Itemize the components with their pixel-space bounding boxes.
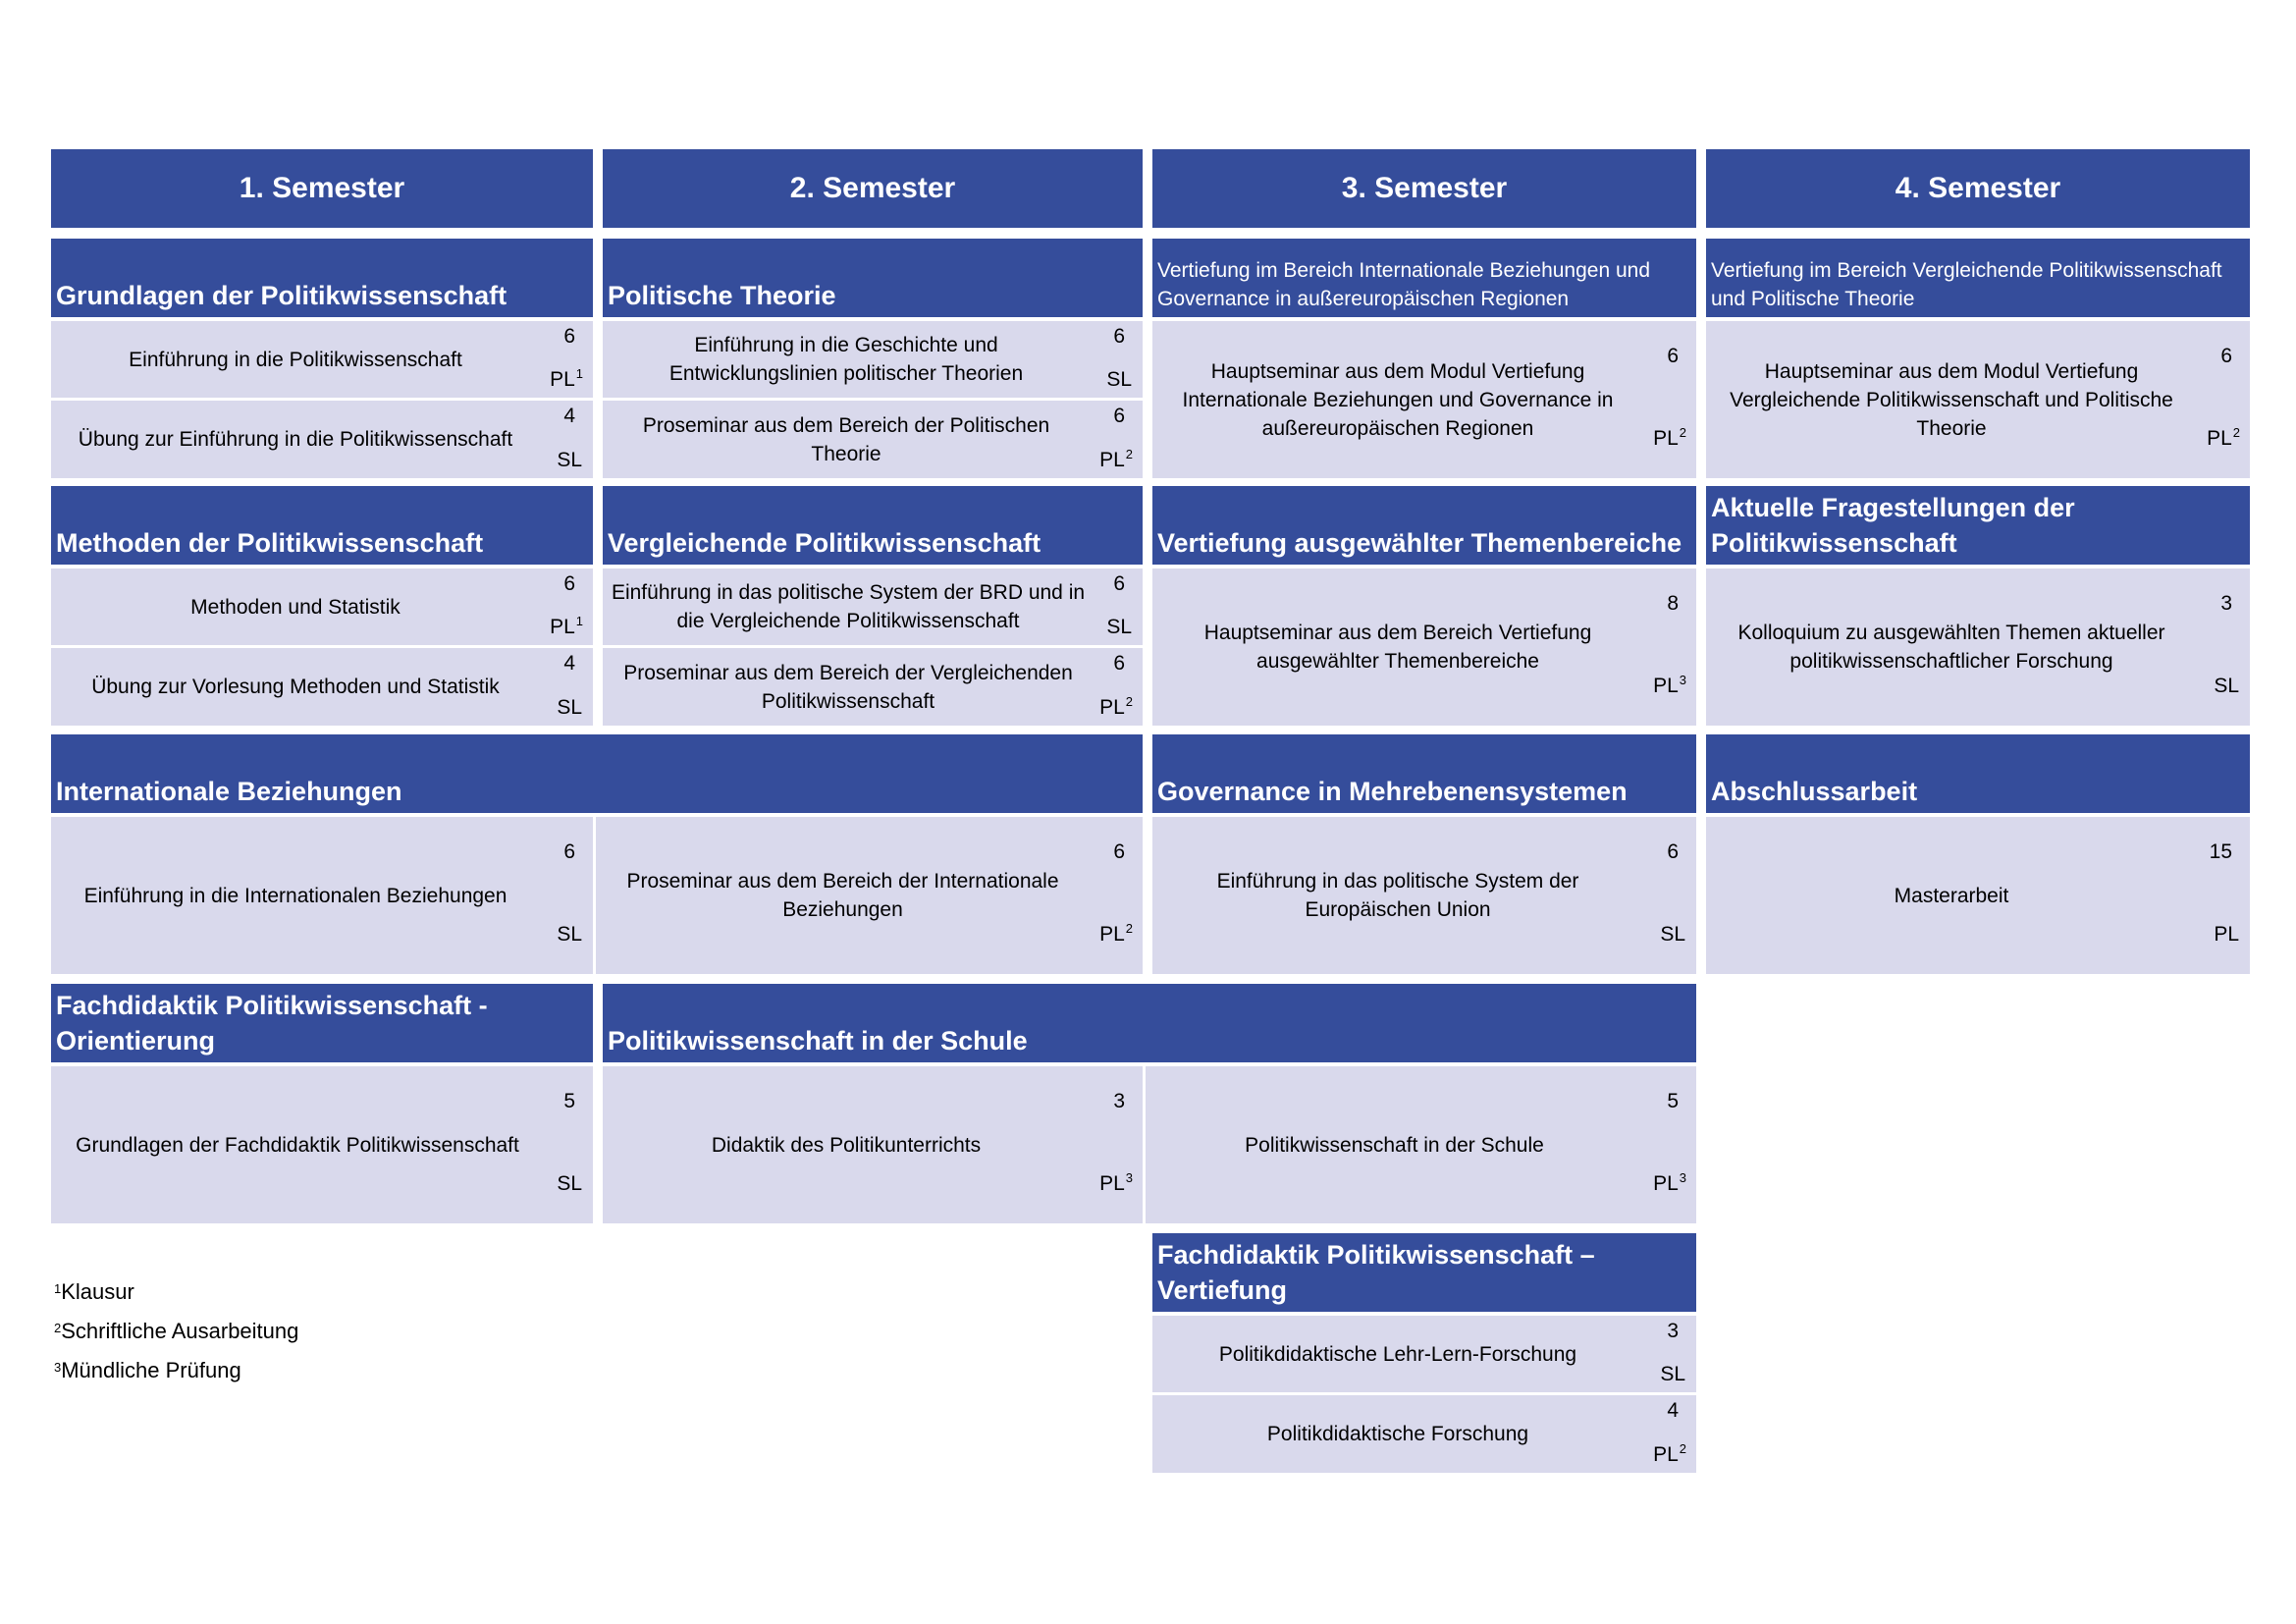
course-cell (1146, 1066, 1696, 1223)
course-cell (51, 817, 593, 974)
credit-points: 6 (1113, 572, 1125, 595)
module-title: Methoden der Politikwissenschaft (56, 528, 484, 558)
exam-form: SL (2214, 675, 2239, 697)
module-themenbereiche (1152, 486, 1696, 565)
credit-points: 4 (563, 652, 575, 675)
module-title: Abschlussarbeit (1711, 777, 1918, 806)
credit-points: 4 (563, 405, 575, 427)
module-title: Politikwissenschaft in der Schule (608, 1026, 1028, 1056)
course-title: Methoden und Statistik (190, 595, 400, 619)
course-cell (1152, 817, 1696, 974)
credit-points: 3 (1113, 1090, 1125, 1112)
module-title: Politische Theorie (608, 281, 836, 310)
semester-label: 2. Semester (789, 172, 956, 204)
module-title: Aktuelle Fragestellungen der Politikwissenschaft (1711, 493, 2075, 558)
module-methoden (51, 486, 593, 565)
credit-points: 3 (2220, 592, 2232, 615)
course-title: Einführung in die Geschichte und Entwicklungslinien politischer Theorien (668, 334, 1024, 385)
course-cell (51, 648, 593, 726)
course-title: Einführung in die Internationalen Beziehungen (83, 884, 507, 907)
course-title: Politikwissenschaft in der Schule (1245, 1133, 1544, 1157)
module-title: Vertiefung im Bereich Internationale Beziehungen und Governance in außereuropäischen Regionen (1157, 259, 1651, 310)
course-title: Kolloquium zu ausgewählten Themen aktueller politikwissenschaftlicher Forschung (1737, 622, 2165, 673)
footnote: $^1$Klausur (54, 1279, 134, 1304)
module-abschluss (1706, 734, 2250, 813)
module-title: Grundlagen der Politikwissenschaft (56, 281, 507, 310)
credit-points: 6 (1113, 405, 1125, 427)
module-ib (51, 734, 1143, 813)
course-cell (51, 1066, 593, 1223)
course-cell (51, 321, 593, 398)
exam-form: SL (1106, 616, 1132, 638)
semester-3-header (1152, 149, 1696, 228)
exam-form: SL (557, 1172, 582, 1195)
semester-label: 1. Semester (239, 172, 405, 204)
semester-4-header (1706, 149, 2250, 228)
course-title: Masterarbeit (1894, 884, 2009, 907)
credit-points: 5 (1667, 1090, 1679, 1112)
module-ib-ausser (1152, 239, 1696, 317)
course-cell (1152, 321, 1696, 478)
course-title: Einführung in das politische System der BRD und in die Vergleichende Politikwissenschaft (611, 581, 1086, 632)
course-title: Proseminar aus dem Bereich der Vergleichenden Politikwissenschaft (623, 661, 1073, 713)
credit-points: 6 (1667, 840, 1679, 863)
exam-form: $PL^2$ (1653, 1441, 1686, 1466)
course-cell (603, 568, 1143, 645)
exam-form: SL (1106, 368, 1132, 391)
exam-form: SL (1660, 923, 1685, 946)
credit-points: 6 (563, 572, 575, 595)
exam-form: SL (557, 696, 582, 719)
module-title: Vertiefung im Bereich Vergleichende Politikwissenschaft und Politische Theorie (1711, 259, 2222, 310)
exam-form: $PL^2$ (1653, 425, 1686, 450)
module-governance (1152, 734, 1696, 813)
module-vergl-theorie (1706, 239, 2250, 317)
module-schule (603, 984, 1696, 1062)
module-aktuelle (1706, 486, 2250, 565)
exam-form: $PL^3$ (1653, 1170, 1686, 1195)
credit-points: 6 (1113, 325, 1125, 348)
course-title: Einführung in das politische System der Europäischen Union (1216, 870, 1579, 921)
course-title: Politikdidaktische Forschung (1266, 1423, 1529, 1445)
exam-form: $PL^1$ (550, 614, 583, 638)
semester-label: 3. Semester (1341, 172, 1508, 204)
semester-1-header (51, 149, 593, 228)
exam-form: $PL^2$ (1099, 447, 1133, 471)
course-title: Didaktik des Politikunterrichts (711, 1133, 982, 1157)
credit-points: 6 (563, 325, 575, 348)
exam-form: $PL^2$ (1099, 921, 1133, 946)
exam-form: $PL^3$ (1099, 1170, 1133, 1195)
course-cell (603, 1066, 1143, 1223)
course-cell (1152, 1395, 1696, 1473)
module-grundlagen (51, 239, 593, 317)
exam-form: $PL^2$ (1099, 694, 1133, 719)
module-theorie (603, 239, 1143, 317)
course-title: Hauptseminar aus dem Modul Vertiefung Internationale Beziehungen und Governance in außereuropäischen Regionen (1182, 359, 1614, 440)
course-cell (1706, 321, 2250, 478)
credit-points: 8 (1667, 592, 1679, 615)
exam-form: SL (1660, 1363, 1685, 1385)
course-title: Übung zur Vorlesung Methoden und Statistik (91, 676, 500, 698)
module-title: Fachdidaktik Politikwissenschaft – Vertiefung (1157, 1240, 1595, 1305)
credit-points: 6 (2220, 345, 2232, 367)
module-fd-vertiefung (1152, 1233, 1696, 1312)
course-cell (603, 401, 1143, 478)
module-title: Vertiefung ausgewählter Themenbereiche (1157, 528, 1682, 558)
footnotes (54, 1272, 298, 1390)
credit-points: 5 (563, 1090, 575, 1112)
exam-form: PL (2214, 923, 2239, 946)
course-title: Politikdidaktische Lehr-Lern-Forschung (1218, 1342, 1577, 1366)
footnote: $^3$Mündliche Prüfung (54, 1358, 241, 1382)
module-title: Governance in Mehrebenensystemen (1157, 777, 1628, 806)
course-cell (603, 321, 1143, 398)
course-cell (1152, 568, 1696, 726)
credit-points: 4 (1667, 1399, 1679, 1422)
exam-form: $PL^3$ (1653, 673, 1686, 697)
module-title: Internationale Beziehungen (56, 777, 402, 806)
course-cell (51, 568, 593, 645)
course-cell (1706, 568, 2250, 726)
credit-points: 6 (1113, 652, 1125, 675)
module-fd-orientierung (51, 984, 593, 1062)
course-title: Proseminar aus dem Bereich der Internationale Beziehungen (626, 870, 1059, 921)
credit-points: 6 (1667, 345, 1679, 367)
course-title: Grundlagen der Fachdidaktik Politikwissenschaft (76, 1133, 519, 1157)
exam-form: $PL^1$ (550, 366, 583, 391)
course-title: Hauptseminar aus dem Modul Vertiefung Vergleichende Politikwissenschaft und Politische Theorie (1730, 359, 2173, 440)
course-cell (596, 817, 1143, 974)
exam-form: SL (557, 923, 582, 946)
footnote: $^2$Schriftliche Ausarbeitung (54, 1319, 299, 1343)
course-cell (1152, 1316, 1696, 1392)
course-cell (51, 401, 593, 478)
exam-form: $PL^2$ (2207, 425, 2240, 450)
course-title: Einführung in die Politikwissenschaft (129, 348, 462, 371)
semester-label: 4. Semester (1895, 172, 2061, 204)
credit-points: 15 (2209, 840, 2232, 863)
module-vergleichende (603, 486, 1143, 565)
course-title: Hauptseminar aus dem Bereich Vertiefung ausgewählter Themenbereiche (1203, 622, 1592, 673)
course-title: Übung zur Einführung in die Politikwissenschaft (78, 428, 513, 451)
semester-2-header (603, 149, 1143, 228)
credit-points: 3 (1667, 1320, 1679, 1342)
module-title: Vergleichende Politikwissenschaft (608, 528, 1041, 558)
module-title: Fachdidaktik Politikwissenschaft - Orientierung (56, 991, 488, 1056)
course-title: Proseminar aus dem Bereich der Politischen Theorie (642, 413, 1050, 465)
course-cell (603, 648, 1143, 726)
credit-points: 6 (1113, 840, 1125, 863)
credit-points: 6 (563, 840, 575, 863)
exam-form: SL (557, 449, 582, 471)
course-cell (1706, 817, 2250, 974)
